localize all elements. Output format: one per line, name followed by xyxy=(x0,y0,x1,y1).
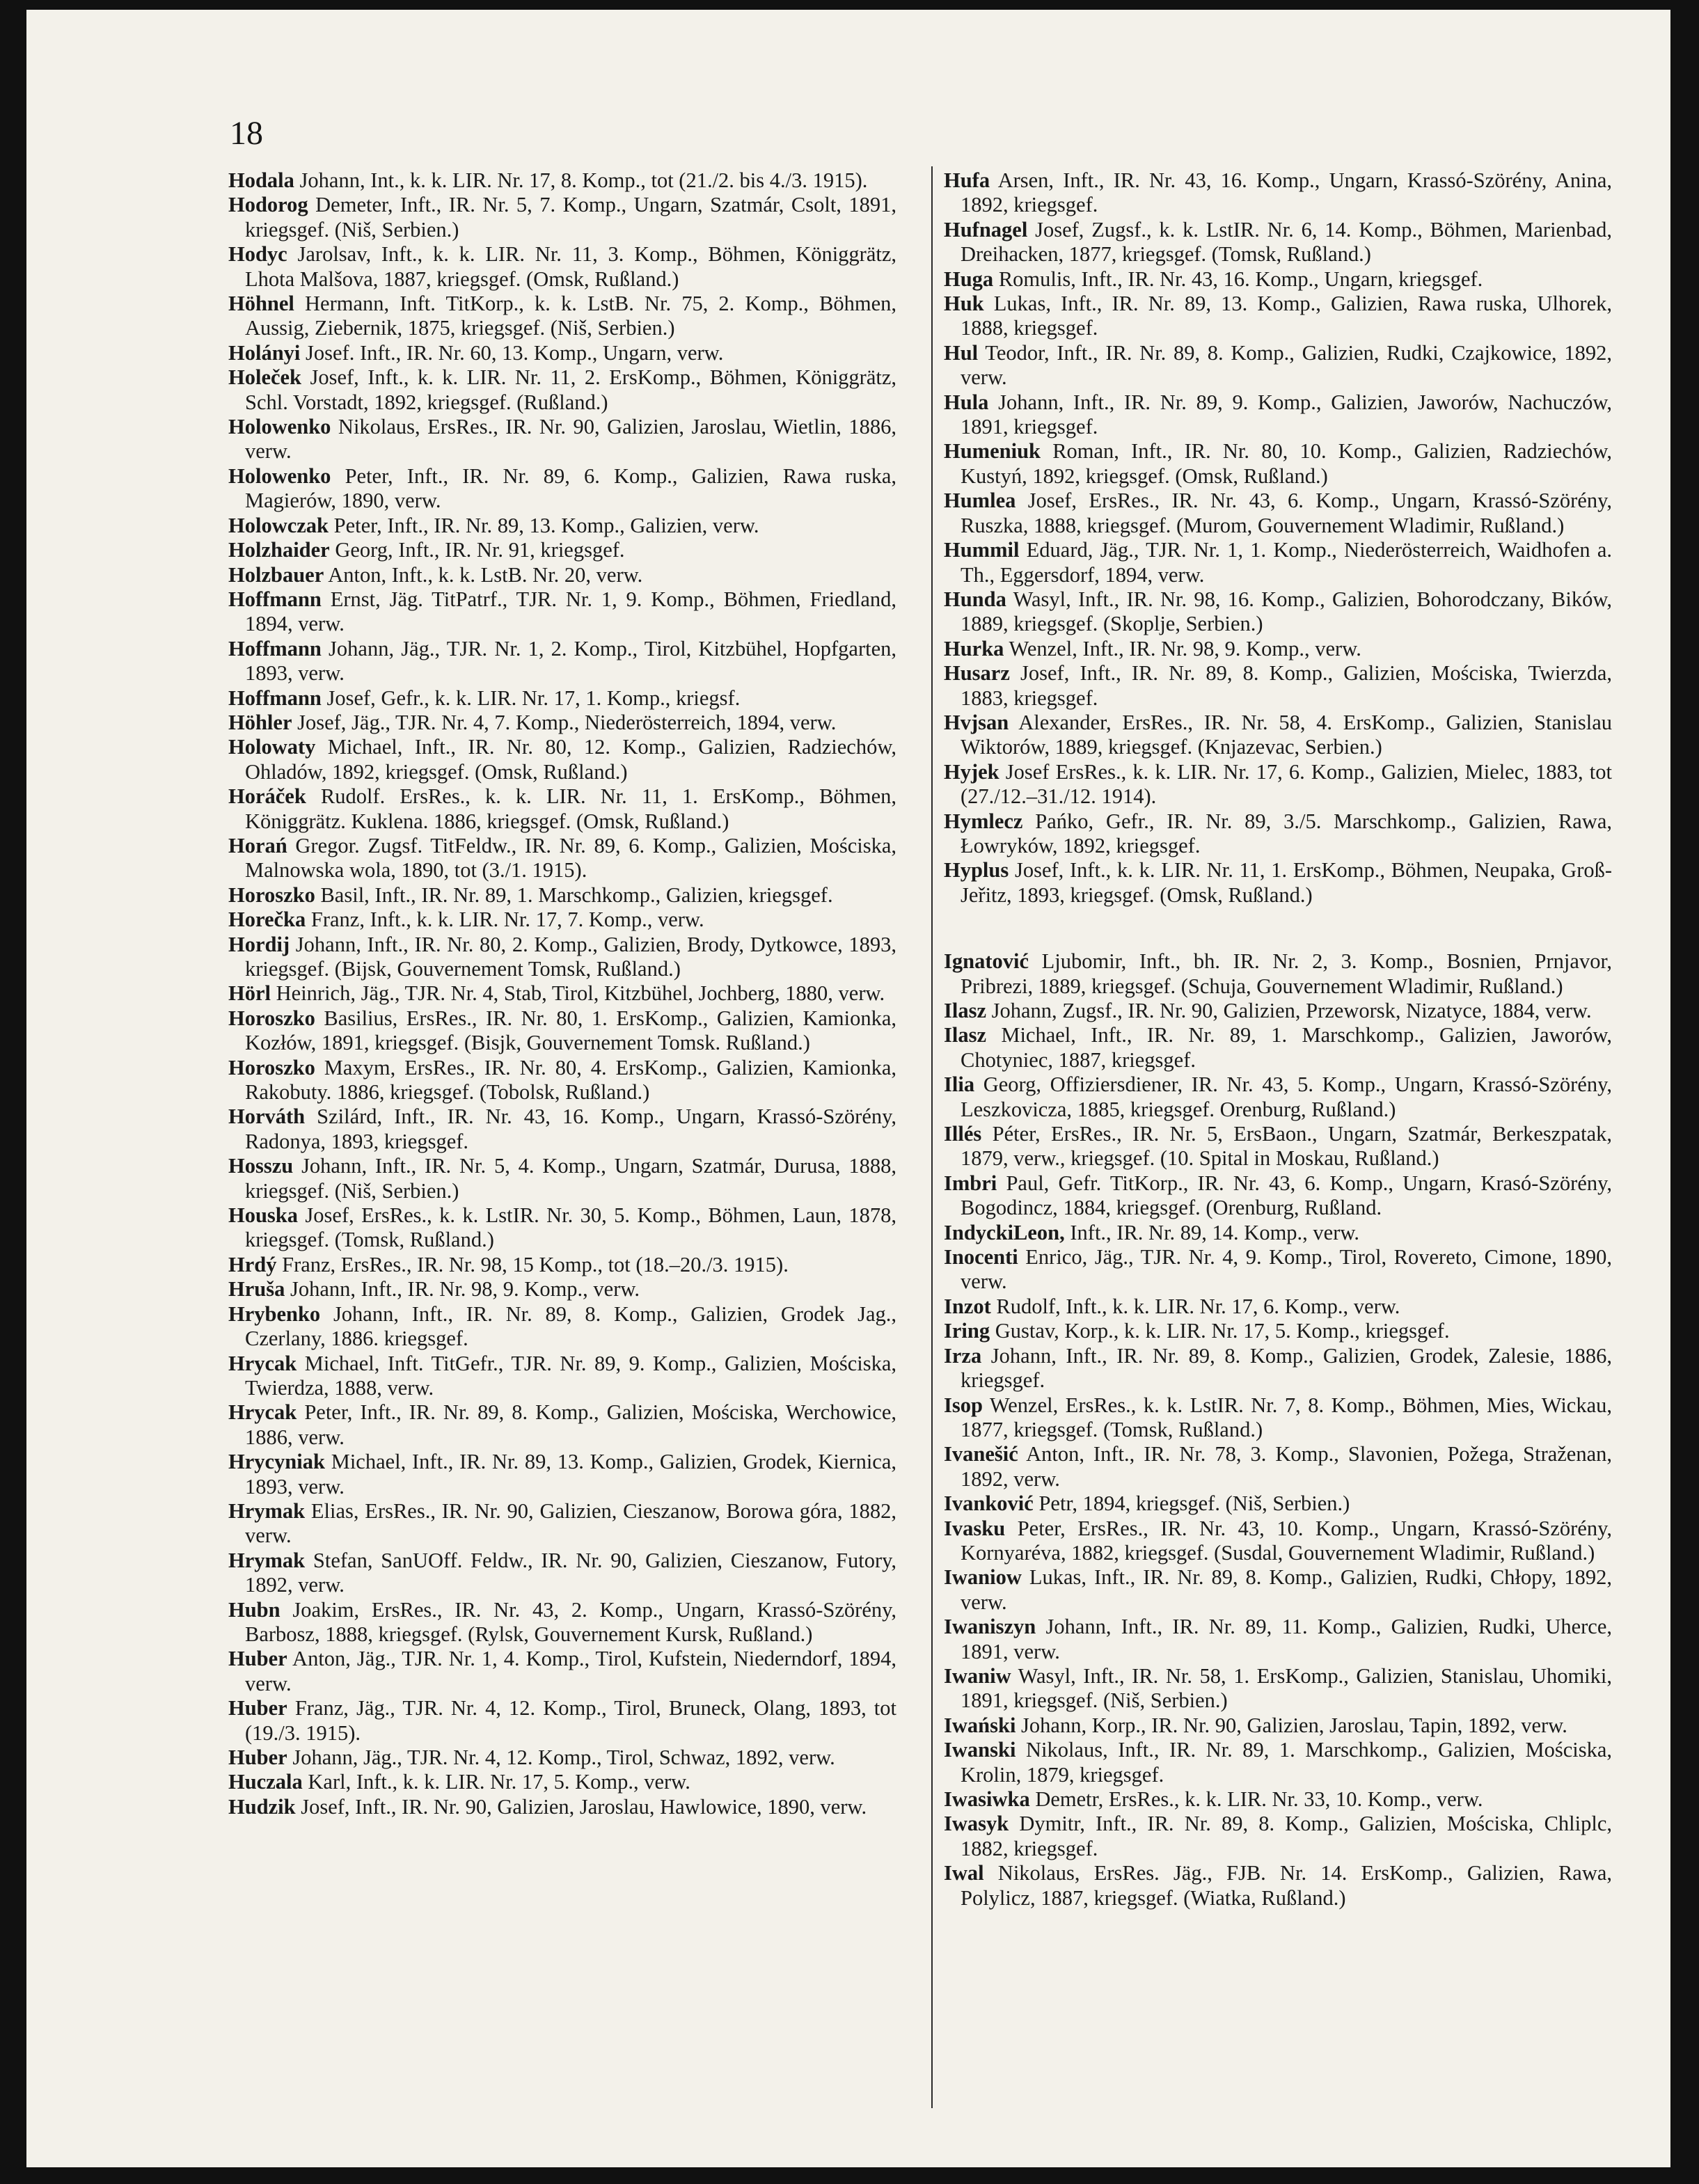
entry-surname: Hyjek xyxy=(944,759,999,784)
list-entry xyxy=(944,1344,1612,1393)
entry-surname: Höhler xyxy=(228,710,292,734)
entry-details: Nikolaus, ErsRes. Jäg., FJB. Nr. 14. ErsKomp., Galizien, Rawa, Polylicz, 1887, kriegsgef. (Wiatka, Rußland.) xyxy=(961,1861,1613,1910)
entry-surname: Iwaniw xyxy=(944,1663,1011,1688)
list-entry xyxy=(944,1812,1612,1861)
entry-details: Josef, Inft., IR. Nr. 89, 8. Komp., Galizien, Mościska, Twierzda, 1883, kriegsgef. xyxy=(961,661,1613,710)
list-entry xyxy=(228,1770,896,1794)
list-entry xyxy=(228,292,896,341)
entry-details: Johann, Inft., IR. Nr. 5, 4. Komp., Ungarn, Szatmár, Durusa, 1888, kriegsgef. (Niš, Serbien.) xyxy=(245,1154,897,1203)
list-entry xyxy=(228,834,896,883)
entry-details: Johann, Jäg., TJR. Nr. 4, 12. Komp., Tirol, Schwaz, 1892, verw. xyxy=(292,1746,835,1769)
entry-surname: Huber xyxy=(228,1647,287,1671)
entry-surname: Hosszu xyxy=(228,1154,294,1178)
entry-details: Johann, Inft., IR. Nr. 89, 8. Komp., Galizien, Grodek Jag., Czerlany, 1886. kriegsgef. xyxy=(245,1301,896,1351)
entry-details: Eduard, Jäg., TJR. Nr. 1, 1. Komp., Niederösterreich, Waidhofen a. Th., Eggersdorf, 1894, verw. xyxy=(961,538,1612,587)
list-entry xyxy=(944,390,1612,440)
list-entry xyxy=(944,1714,1612,1738)
entry-surname: Illés xyxy=(944,1122,982,1146)
list-entry xyxy=(944,1491,1612,1516)
list-entry xyxy=(228,784,896,834)
entry-details: Heinrich, Jäg., TJR. Nr. 4, Stab, Tirol, Kitzbühel, Jochberg, 1880, verw. xyxy=(276,981,885,1006)
entry-surname: Iring xyxy=(944,1319,990,1343)
list-entry xyxy=(944,1319,1612,1343)
entry-surname: Hodala xyxy=(228,168,294,192)
entry-details: Wenzel, ErsRes., k. k. LstIR. Nr. 7, 8. Komp., Böhmen, Mies, Wickau, 1877, kriegsgef. (Tomsk, Rußland.) xyxy=(961,1393,1613,1441)
entry-details: Josef, Gefr., k. k. LIR. Nr. 17, 1. Komp., kriegsf. xyxy=(326,686,741,710)
entry-details: Rudolf. ErsRes., k. k. LIR. Nr. 11, 1. ErsKomp., Böhmen, Königgrätz. Kuklena. 1886, kriegsgef. (Omsk, Rußland.) xyxy=(245,784,897,833)
entry-surname: Inocenti xyxy=(944,1245,1018,1269)
entry-surname: Holowenko xyxy=(228,415,331,439)
entry-details: Michael, Inft., IR. Nr. 80, 12. Komp., Galizien, Radziechów, Ohladów, 1892, kriegsgef. (Omsk, Rußland.) xyxy=(245,735,897,784)
entry-surname: Hymlecz xyxy=(944,809,1023,833)
list-entry xyxy=(944,341,1612,390)
list-entry xyxy=(944,1861,1612,1910)
entry-surname: Holowenko xyxy=(228,464,331,488)
entry-surname: Horoszko xyxy=(228,1006,315,1030)
entry-surname: IndyckiLeon, xyxy=(944,1220,1065,1244)
list-entry xyxy=(228,686,896,711)
entry-details: Franz, Jäg., TJR. Nr. 4, 12. Komp., Tirol, Bruneck, Olang, 1893, tot (19./3. 1915). xyxy=(245,1696,896,1745)
list-entry xyxy=(944,489,1612,538)
entry-surname: Ilasz xyxy=(944,1023,986,1047)
entry-details: Gustav, Korp., k. k. LIR. Nr. 17, 5. Komp., kriegsgef. xyxy=(995,1319,1450,1343)
entry-surname: Horáček xyxy=(228,784,306,809)
list-entry xyxy=(944,1615,1612,1664)
entry-surname: Holeček xyxy=(228,365,302,390)
entry-details: Dymitr, Inft., IR. Nr. 89, 8. Komp., Galizien, Mościska, Chliplc, 1882, kriegsgef. xyxy=(961,1812,1612,1860)
entry-details: Wasyl, Inft., IR. Nr. 98, 16. Komp., Galizien, Bohorodczany, Bików, 1889, kriegsgef. (Skoplje, Serbien.) xyxy=(961,587,1612,636)
entry-surname: Huber xyxy=(228,1746,287,1769)
entry-details: Josef. Inft., IR. Nr. 60, 13. Komp., Ungarn, verw. xyxy=(306,340,724,365)
entry-details: Alexander, ErsRes., IR. Nr. 58, 4. ErsKomp., Galizien, Stanislau Wiktorów, 1889, kriegsgef. (Knjazevac, Serbien.) xyxy=(961,710,1612,759)
entry-details: Nikolaus, Inft., IR. Nr. 89, 1. Marschkomp., Galizien, Mościska, Krolin, 1879, kriegsgef. xyxy=(961,1738,1612,1787)
list-entry xyxy=(228,908,896,932)
list-entry xyxy=(228,1499,896,1549)
entry-details: Johann, Inft., IR. Nr. 98, 9. Komp., verw. xyxy=(290,1277,640,1301)
entry-details: Anton, Inft., k. k. LstB. Nr. 20, verw. xyxy=(328,562,643,587)
entry-details: Nikolaus, ErsRes., IR. Nr. 90, Galizien, Jaroslau, Wietlin, 1886, verw. xyxy=(245,415,896,464)
entry-details: Josef, Inft., IR. Nr. 90, Galizien, Jaroslau, Hawlowice, 1890, verw. xyxy=(301,1794,867,1819)
entry-details: Gregor. Zugsf. TitFeldw., IR. Nr. 89, 6. Komp., Galizien, Mościska, Malnowska wola, 1890, tot (3./1. 1915). xyxy=(245,833,897,883)
list-entry xyxy=(228,365,896,415)
entry-surname: Iwasyk xyxy=(944,1812,1009,1836)
entry-details: Lukas, Inft., IR. Nr. 89, 13. Komp., Galizien, Rawa ruska, Ulhorek, 1888, kriegsgef. xyxy=(961,292,1613,340)
list-entry xyxy=(228,1006,896,1056)
entry-details: Michael, Inft., IR. Nr. 89, 13. Komp., Galizien, Grodek, Kiernica, 1893, verw. xyxy=(245,1450,897,1498)
entry-details: Basil, Inft., IR. Nr. 89, 1. Marschkomp., Galizien, kriegsgef. xyxy=(320,883,833,907)
list-entry xyxy=(944,809,1612,859)
entry-surname: Hrymak xyxy=(228,1498,306,1523)
entry-details: Stefan, SanUOff. Feldw., IR. Nr. 90, Galizien, Cieszanow, Futory, 1892, verw. xyxy=(245,1548,896,1597)
entry-surname: Horoszko xyxy=(228,1055,315,1079)
entry-details: Peter, Inft., IR. Nr. 89, 6. Komp., Galizien, Rawa ruska, Magierów, 1890, verw. xyxy=(245,464,896,513)
entry-details: Paul, Gefr. TitKorp., IR. Nr. 43, 6. Komp., Ungarn, Krasó-Szörény, Bogodincz, 1884, kriegsgef. (Orenburg, Rußland. xyxy=(961,1171,1612,1220)
entry-details: Michael, Inft. TitGefr., TJR. Nr. 89, 9. Komp., Galizien, Mościska, Twierdza, 1888, verw. xyxy=(245,1351,897,1400)
page-scan xyxy=(26,10,1670,2167)
entry-details: Josef, Zugsf., k. k. LstIR. Nr. 6, 14. Komp., Böhmen, Marienbad, Dreihacken, 1877, kriegsgef. (Tomsk, Rußland.) xyxy=(961,217,1612,267)
entry-surname: Hoffmann xyxy=(228,636,322,660)
entry-details: Franz, Inft., k. k. LIR. Nr. 17, 7. Komp., verw. xyxy=(310,908,704,932)
list-entry xyxy=(944,1171,1612,1221)
entry-surname: Isop xyxy=(944,1393,983,1417)
entry-surname: Hrycyniak xyxy=(228,1450,325,1474)
entry-details: Johann, Jäg., TJR. Nr. 1, 2. Komp., Tirol, Kitzbühel, Hopfgarten, 1893, verw. xyxy=(245,636,896,686)
entry-details: Petr, 1894, kriegsgef. (Niš, Serbien.) xyxy=(1038,1491,1350,1516)
entry-surname: Hrycak xyxy=(228,1351,297,1375)
list-entry xyxy=(228,242,896,292)
entry-surname: Hodorog xyxy=(228,193,308,217)
entry-details: Josef, Inft., k. k. LIR. Nr. 11, 2. ErsKomp., Böhmen, Königgrätz, Schl. Vorstadt, 1892, kriegsgef. (Rußland.) xyxy=(245,365,897,414)
entry-surname: Hörl xyxy=(228,981,271,1006)
entry-details: Peter, Inft., IR. Nr. 89, 8. Komp., Galizien, Mościska, Werchowice, 1886, verw. xyxy=(245,1400,896,1449)
list-entry xyxy=(228,1277,896,1301)
list-entry xyxy=(228,883,896,908)
list-entry xyxy=(944,858,1612,908)
entry-surname: Hurka xyxy=(944,636,1004,660)
entry-surname: Hrybenko xyxy=(228,1301,321,1326)
entry-surname: Horváth xyxy=(228,1105,306,1129)
entry-details: Romulis, Inft., IR. Nr. 43, 16. Komp., Ungarn, kriegsgef. xyxy=(998,267,1483,291)
entry-surname: Hufa xyxy=(944,168,990,192)
entry-surname: Horečka xyxy=(228,908,306,932)
list-entry xyxy=(228,1647,896,1696)
entry-surname: Ivanković xyxy=(944,1491,1034,1516)
entry-details: Karl, Inft., k. k. LIR. Nr. 17, 5. Komp., verw. xyxy=(308,1770,690,1794)
list-entry xyxy=(944,218,1612,267)
entry-details: Maxym, ErsRes., IR. Nr. 80, 4. ErsKomp., Galizien, Kamionka, Rakobuty. 1886, kriegsgef. (Tobolsk, Rußland.) xyxy=(245,1055,896,1105)
entry-surname: Horań xyxy=(228,833,287,857)
entry-surname: Hordij xyxy=(228,932,290,956)
entry-details: Demeter, Inft., IR. Nr. 5, 7. Komp., Ungarn, Szatmár, Csolt, 1891, kriegsgef. (Niš, Serbien.) xyxy=(245,193,897,242)
entry-details: Johann, Zugsf., IR. Nr. 90, Galizien, Przeworsk, Nizatyce, 1884, verw. xyxy=(991,999,1592,1022)
entry-surname: Ivanešić xyxy=(944,1442,1018,1466)
list-entry xyxy=(944,1787,1612,1812)
list-entry xyxy=(228,1105,896,1154)
list-entry xyxy=(228,981,896,1006)
entry-surname: Hoffmann xyxy=(228,587,322,611)
entry-surname: Iwaniszyn xyxy=(944,1615,1036,1639)
list-entry xyxy=(944,1664,1612,1714)
entry-surname: Hyplus xyxy=(944,858,1009,883)
entry-details: Josef, Jäg., TJR. Nr. 4, 7. Komp., Niederösterreich, 1894, verw. xyxy=(297,710,837,734)
entry-surname: Ivasku xyxy=(944,1516,1006,1540)
list-entry xyxy=(228,1352,896,1401)
entry-surname: Hrymak xyxy=(228,1548,306,1572)
left-column xyxy=(228,168,896,1819)
list-entry xyxy=(944,439,1612,489)
entry-surname: Huber xyxy=(228,1696,287,1720)
entry-details: Jarolsav, Inft., k. k. LIR. Nr. 11, 3. Komp., Böhmen, Königgrätz, Lhota Malšova, 1887, kriegsgef. (Omsk, Rußland.) xyxy=(245,242,896,291)
list-entry xyxy=(228,1696,896,1746)
entry-details: Elias, ErsRes., IR. Nr. 90, Galizien, Cieszanow, Borowa góra, 1882, verw. xyxy=(245,1498,896,1548)
list-entry xyxy=(228,933,896,982)
entry-surname: Husarz xyxy=(944,661,1010,686)
entry-details: Johann, Korp., IR. Nr. 90, Galizien, Jaroslau, Tapin, 1892, verw. xyxy=(1021,1713,1567,1737)
entry-details: Arsen, Inft., IR. Nr. 43, 16. Komp., Ungarn, Krassó-Szörény, Anina, 1892, kriegsgef. xyxy=(961,168,1612,217)
list-entry xyxy=(228,464,896,514)
entry-surname: Huga xyxy=(944,267,994,291)
right-column xyxy=(944,168,1612,1910)
entry-details: Ernst, Jäg. TitPatrf., TJR. Nr. 1, 9. Komp., Böhmen, Friedland, 1894, verw. xyxy=(245,587,896,636)
entry-details: Basilius, ErsRes., IR. Nr. 80, 1. ErsKomp., Galizien, Kamionka, Kozłów, 1891, kriegsgef. (Bisjk, Gouvernement Tomsk. Rußland.) xyxy=(245,1006,897,1055)
list-entry xyxy=(944,1442,1612,1491)
entry-surname: Holzbauer xyxy=(228,562,324,587)
entry-surname: Iwal xyxy=(944,1861,984,1885)
entry-surname: Hummil xyxy=(944,538,1020,562)
entry-details: Rudolf, Inft., k. k. LIR. Nr. 17, 6. Komp., verw. xyxy=(996,1294,1400,1318)
entry-surname: Iwanski xyxy=(944,1738,1016,1762)
entry-surname: Houska xyxy=(228,1203,299,1228)
entry-surname: Imbri xyxy=(944,1171,997,1195)
entry-surname: Hunda xyxy=(944,587,1006,611)
entry-details: Enrico, Jäg., TJR. Nr. 4, 9. Komp., Tirol, Rovereto, Cimone, 1890, verw. xyxy=(961,1245,1612,1294)
entry-details: Johann, Inft., IR. Nr. 89, 9. Komp., Galizien, Jaworów, Nachuczów, 1891, kriegsgef. xyxy=(961,390,1612,439)
entry-surname: Huczala xyxy=(228,1770,303,1794)
entry-surname: Inzot xyxy=(944,1294,991,1318)
entry-details: Johann, Inft., IR. Nr. 89, 11. Komp., Galizien, Rudki, Uherce, 1891, verw. xyxy=(961,1615,1612,1663)
entry-surname: Hoffmann xyxy=(228,686,322,710)
entry-surname: Holányi xyxy=(228,340,301,365)
entry-surname: Hodyc xyxy=(228,242,287,267)
list-entry xyxy=(944,1122,1612,1171)
entry-surname: Holowczak xyxy=(228,513,329,537)
list-entry xyxy=(944,661,1612,711)
list-entry xyxy=(944,1221,1612,1245)
entry-details: Hermann, Inft. TitKorp., k. k. LstB. Nr. 75, 2. Komp., Böhmen, Aussig, Ziebernik, 1875, kriegsgef. (Niš, Serbien.) xyxy=(245,292,896,340)
entry-details: Josef, ErsRes., k. k. LstIR. Nr. 30, 5. Komp., Böhmen, Laun, 1878, kriegsgef. (Tomsk, Rußland.) xyxy=(245,1203,896,1252)
list-entry xyxy=(228,1203,896,1253)
entry-surname: Höhnel xyxy=(228,292,294,316)
entry-surname: Humeniuk xyxy=(944,439,1041,464)
entry-details: Johann, Inft., IR. Nr. 80, 2. Komp., Galizien, Brody, Dytkowce, 1893, kriegsgef. (Bijsk, Gouvernement Tomsk, Rußland.) xyxy=(245,932,896,981)
list-entry xyxy=(228,1253,896,1277)
list-entry xyxy=(944,1738,1612,1787)
list-entry xyxy=(944,587,1612,637)
list-entry xyxy=(944,1393,1612,1443)
list-entry xyxy=(228,735,896,784)
entry-surname: Holowaty xyxy=(228,735,316,759)
entry-surname: Hula xyxy=(944,390,989,414)
list-entry xyxy=(228,563,896,587)
list-entry xyxy=(228,711,896,735)
list-entry xyxy=(228,1598,896,1647)
list-entry xyxy=(944,168,1612,218)
entry-details: Georg, Inft., IR. Nr. 91, kriegsgef. xyxy=(335,538,625,562)
entry-details: Lukas, Inft., IR. Nr. 89, 8. Komp., Galizien, Rudki, Chłopy, 1892, verw. xyxy=(961,1565,1613,1614)
entry-surname: Hudzik xyxy=(228,1794,296,1819)
entry-details: Josef, ErsRes., IR. Nr. 43, 6. Komp., Ungarn, Krassó-Szörény, Ruszka, 1888, kriegsgef. (Murom, Gouvernement Wladimir, Rußland.) xyxy=(961,489,1612,537)
entry-details: Peter, ErsRes., IR. Nr. 43, 10. Komp., Ungarn, Krassó-Szörény, Kornyaréva, 1882, kriegsgef. (Susdal, Gouvernement Wladimir, Rußland.) xyxy=(961,1516,1613,1565)
entry-details: Franz, ErsRes., IR. Nr. 98, 15 Komp., tot (18.–20./3. 1915). xyxy=(282,1252,789,1276)
entry-surname: Humlea xyxy=(944,489,1016,513)
entry-surname: Ignatović xyxy=(944,949,1029,974)
entry-surname: Hruša xyxy=(228,1277,285,1301)
entry-details: Inft., IR. Nr. 89, 14. Komp., verw. xyxy=(1070,1220,1360,1244)
list-entry xyxy=(228,1400,896,1450)
entry-details: Anton, Inft., IR. Nr. 78, 3. Komp., Slavonien, Požega, Straženan, 1892, verw. xyxy=(961,1442,1612,1491)
entry-details: Joakim, ErsRes., IR. Nr. 43, 2. Komp., Ungarn, Krassó-Szörény, Barbosz, 1888, kriegsgef. (Rylsk, Gouvernement Kursk, Rußland.) xyxy=(245,1597,897,1646)
entry-details: Josef, Inft., k. k. LIR. Nr. 11, 1. ErsKomp., Böhmen, Neupaka, Groß-Jeřitz, 1893, kriegsgef. (Omsk, Rußland.) xyxy=(961,858,1613,907)
list-entry xyxy=(944,1295,1612,1319)
entry-surname: Ilia xyxy=(944,1073,975,1097)
entry-surname: Iwasiwka xyxy=(944,1787,1030,1811)
entry-details: Josef ErsRes., k. k. LIR. Nr. 17, 6. Komp., Galizien, Mielec, 1883, tot (27./12.–31./12. 1914). xyxy=(961,759,1612,809)
list-entry xyxy=(944,1517,1612,1566)
entry-details: Teodor, Inft., IR. Nr. 89, 8. Komp., Galizien, Rudki, Czajkowice, 1892, verw. xyxy=(961,340,1613,390)
entry-surname: Hubn xyxy=(228,1597,280,1622)
entry-surname: Holzhaider xyxy=(228,538,330,562)
entry-details: Wasyl, Inft., IR. Nr. 58, 1. ErsKomp., Galizien, Stanislau, Uhomiki, 1891, kriegsgef. (Niš, Serbien.) xyxy=(961,1663,1613,1713)
entry-details: Anton, Jäg., TJR. Nr. 1, 4. Komp., Tirol, Kufstein, Niederndorf, 1894, verw. xyxy=(245,1647,896,1695)
list-entry xyxy=(228,1746,896,1770)
entry-surname: Hrycak xyxy=(228,1400,297,1425)
list-entry xyxy=(228,168,896,193)
entry-details: Johann, Int., k. k. LIR. Nr. 17, 8. Komp., tot (21./2. bis 4./3. 1915). xyxy=(299,168,868,192)
list-entry xyxy=(944,267,1612,292)
list-entry xyxy=(228,341,896,365)
entry-surname: Iwański xyxy=(944,1713,1016,1737)
list-entry xyxy=(228,193,896,242)
list-entry xyxy=(228,1302,896,1352)
list-entry xyxy=(228,1450,896,1499)
list-entry xyxy=(228,637,896,686)
list-entry xyxy=(944,1023,1612,1073)
entry-details: Péter, ErsRes., IR. Nr. 5, ErsBaon., Ungarn, Szatmár, Berkeszpatak, 1879, verw., kriegsgef. (10. Spital in Moskau, Rußland.) xyxy=(961,1122,1613,1171)
entry-surname: Huk xyxy=(944,292,984,316)
entry-surname: Hvjsan xyxy=(944,710,1009,734)
list-entry xyxy=(944,1245,1612,1295)
list-entry xyxy=(944,292,1612,341)
list-entry xyxy=(228,1154,896,1203)
column-divider xyxy=(931,166,933,2108)
entry-surname: Hrdý xyxy=(228,1252,277,1276)
entry-details: Demetr, ErsRes., k. k. LIR. Nr. 33, 10. Komp., verw. xyxy=(1035,1787,1483,1811)
list-entry xyxy=(944,949,1612,999)
entry-surname: Irza xyxy=(944,1343,982,1368)
list-entry xyxy=(944,637,1612,661)
list-entry xyxy=(228,1549,896,1598)
entry-surname: Iwaniow xyxy=(944,1565,1022,1590)
entry-details: Georg, Offiziersdiener, IR. Nr. 43, 5. Komp., Ungarn, Krassó-Szörény, Leszkovicza, 1885, kriegsgef. Orenburg, Rußland.) xyxy=(961,1073,1612,1121)
entry-details: Szilárd, Inft., IR. Nr. 43, 16. Komp., Ungarn, Krassó-Szörény, Radonya, 1893, kriegsgef. xyxy=(245,1105,896,1153)
entry-surname: Ilasz xyxy=(944,999,986,1022)
list-entry xyxy=(228,1056,896,1105)
entry-details: Michael, Inft., IR. Nr. 89, 1. Marschkomp., Galizien, Jaworów, Chotyniec, 1887, kriegsgef. xyxy=(961,1023,1613,1072)
entry-details: Roman, Inft., IR. Nr. 80, 10. Komp., Galizien, Radziechów, Kustyń, 1892, kriegsgef. (Omsk, Rußland.) xyxy=(961,439,1612,488)
list-entry xyxy=(228,538,896,562)
list-entry xyxy=(944,1073,1612,1122)
entry-details: Johann, Inft., IR. Nr. 89, 8. Komp., Galizien, Grodek, Zalesie, 1886, kriegsgef. xyxy=(961,1343,1613,1393)
list-entry xyxy=(944,711,1612,760)
entry-surname: Horoszko xyxy=(228,883,315,907)
list-entry xyxy=(944,999,1612,1023)
entry-surname: Hul xyxy=(944,340,979,365)
entry-surname: Hufnagel xyxy=(944,217,1028,242)
entry-details: Pańko, Gefr., IR. Nr. 89, 3./5. Marschkomp., Galizien, Rawa, Łowryków, 1892, kriegsgef. xyxy=(961,809,1612,857)
entry-details: Ljubomir, Inft., bh. IR. Nr. 2, 3. Komp., Bosnien, Prnjavor, Pribrezi, 1889, kriegsgef. (Schuja, Gouvernement Wladimir, Rußland.) xyxy=(961,949,1613,998)
list-entry xyxy=(944,538,1612,587)
list-entry xyxy=(944,1565,1612,1615)
list-entry xyxy=(944,760,1612,809)
page-number: 18 xyxy=(230,115,263,152)
list-entry xyxy=(228,415,896,464)
list-entry xyxy=(228,587,896,637)
list-entry xyxy=(228,514,896,538)
entry-details: Peter, Inft., IR. Nr. 89, 13. Komp., Galizien, verw. xyxy=(333,513,759,537)
list-entry xyxy=(228,1795,896,1819)
entry-details: Wenzel, Inft., IR. Nr. 98, 9. Komp., verw. xyxy=(1009,636,1361,660)
